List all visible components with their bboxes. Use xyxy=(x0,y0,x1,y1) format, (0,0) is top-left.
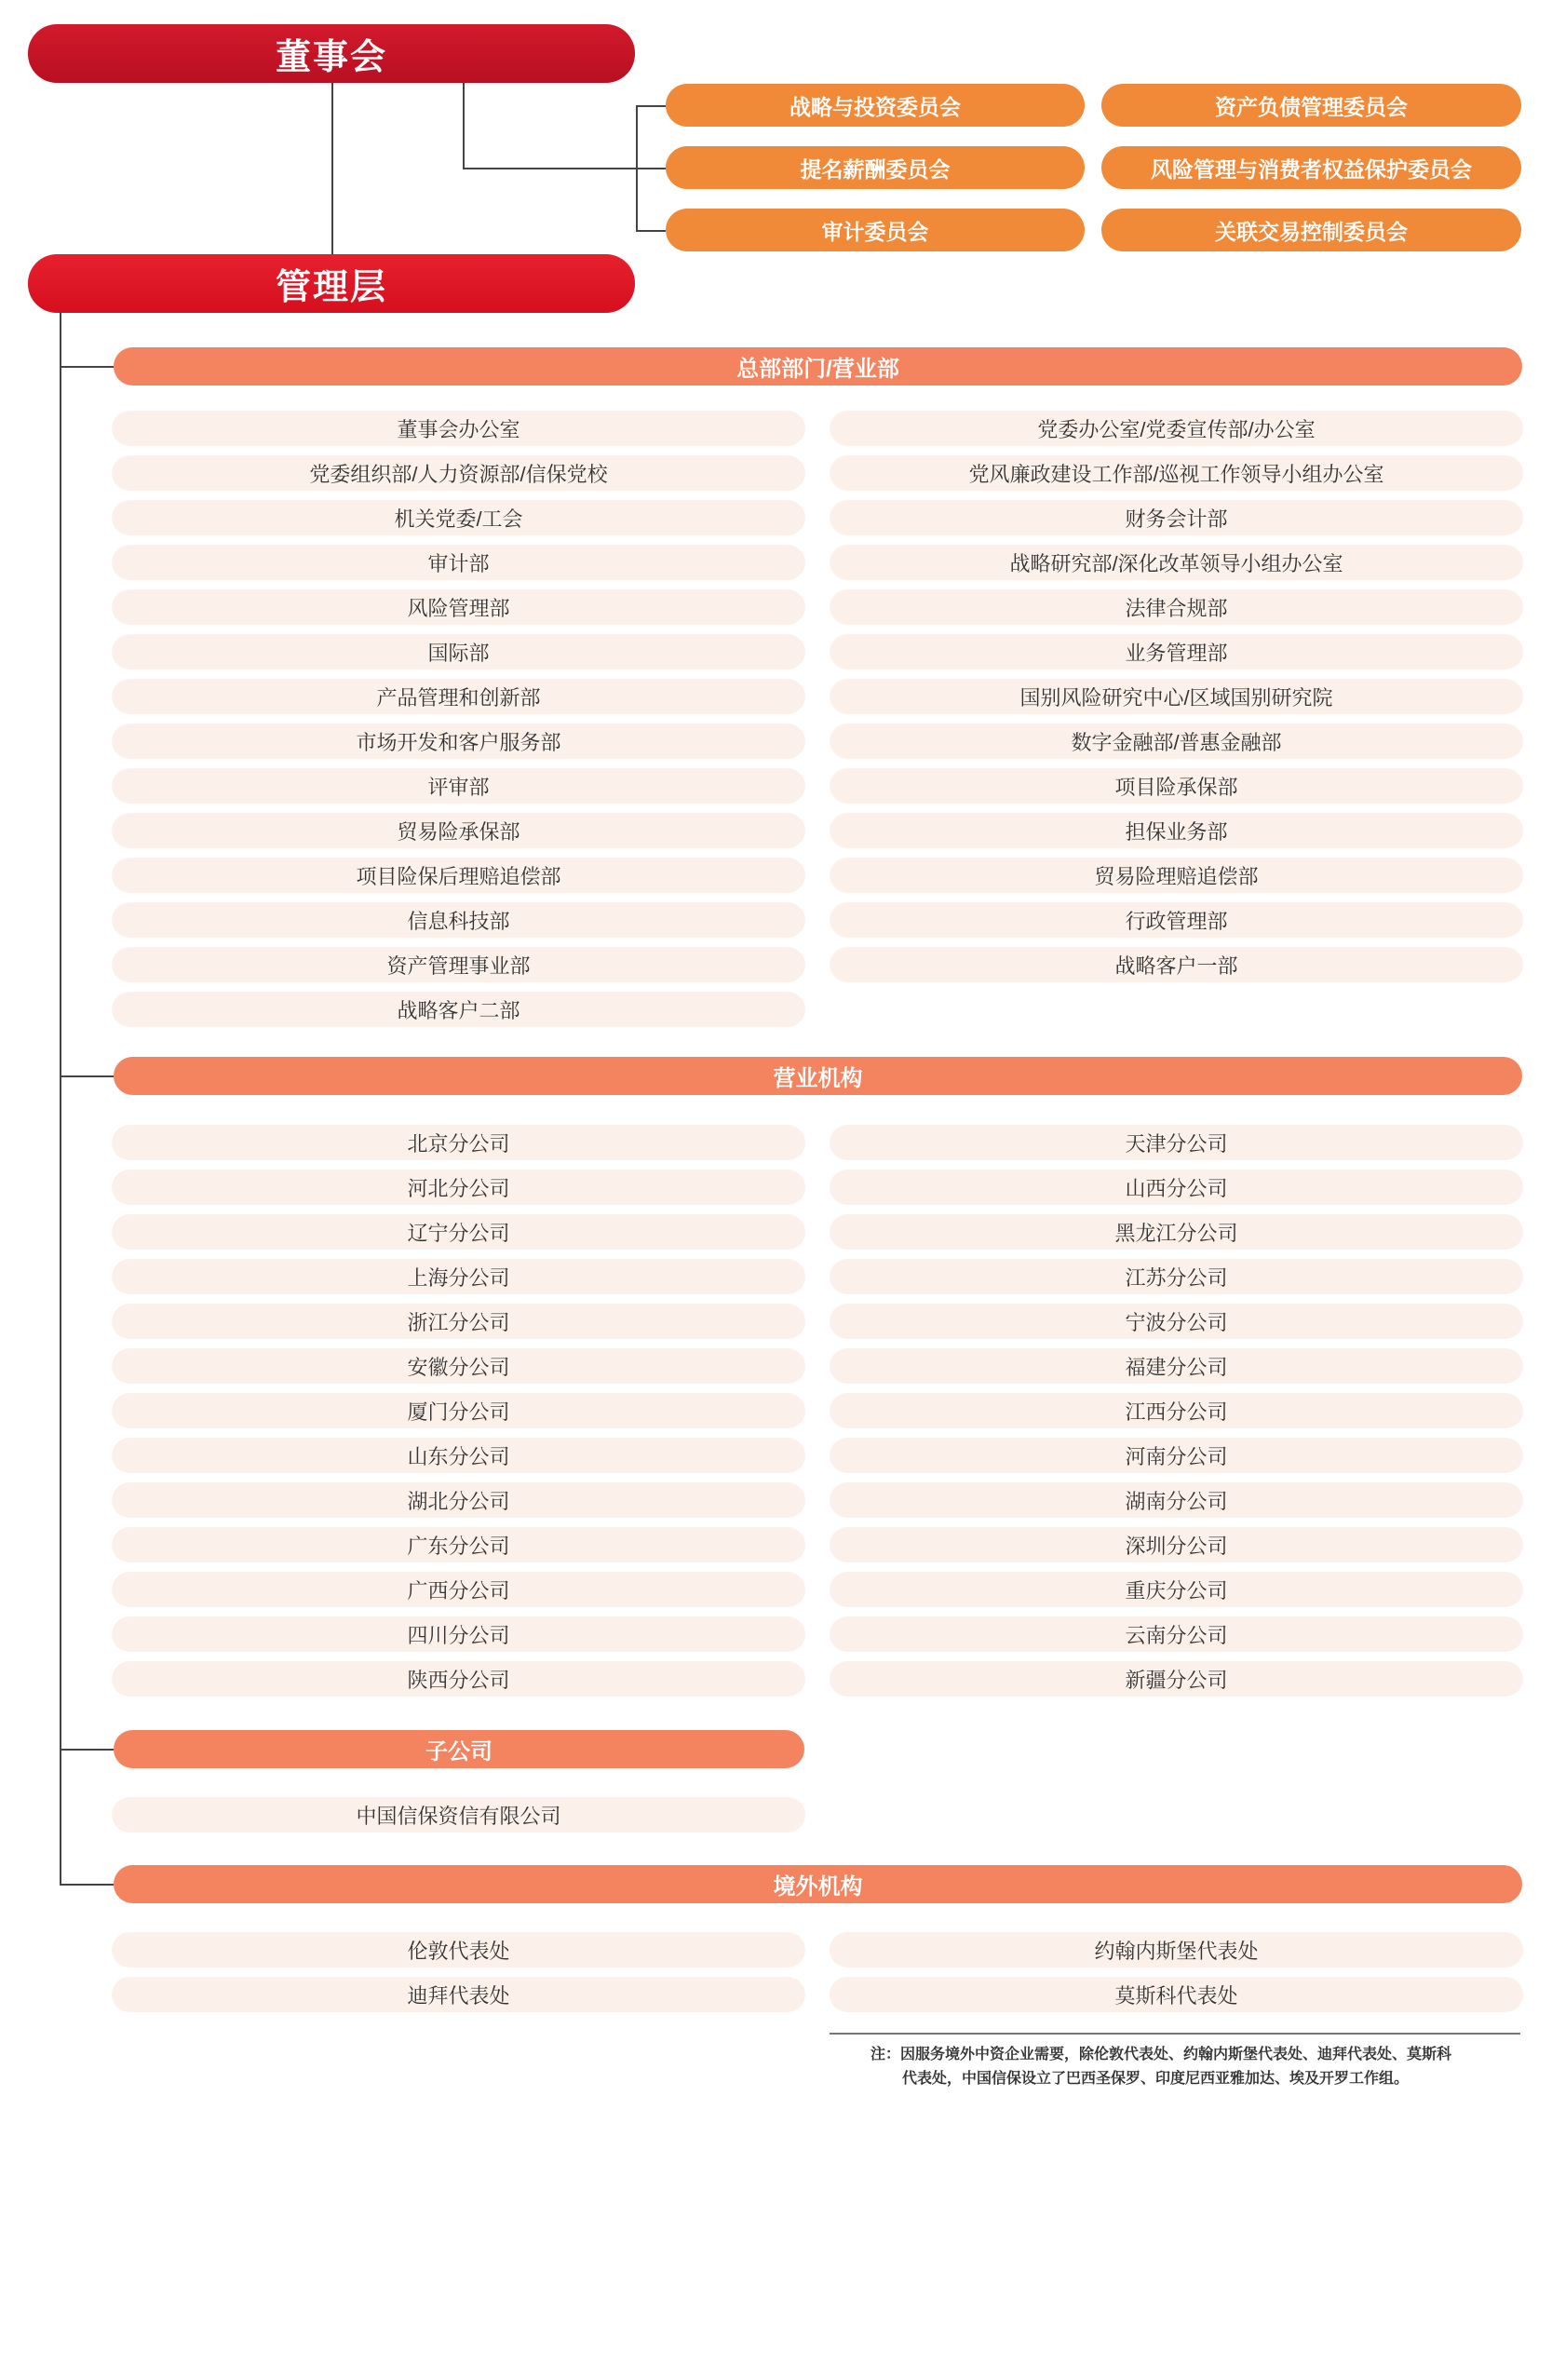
note-divider xyxy=(830,2033,1520,2035)
hq-department-item: 财务会计部 xyxy=(830,500,1523,535)
hq-department-item: 市场开发和客户服务部 xyxy=(112,723,805,759)
hq-department-item: 党风廉政建设工作部/巡视工作领导小组办公室 xyxy=(830,455,1523,491)
committee-nomination-compensation: 提名薪酬委员会 xyxy=(666,146,1085,189)
hq-department-item: 战略客户二部 xyxy=(112,992,805,1027)
hq-department-item: 风险管理部 xyxy=(112,589,805,625)
hq-department-item: 贸易险理赔追偿部 xyxy=(830,858,1523,893)
committee-asset-liability: 资产负债管理委员会 xyxy=(1101,84,1521,127)
hq-department-item: 法律合规部 xyxy=(830,589,1523,625)
branch-item: 上海分公司 xyxy=(112,1259,805,1294)
hq-department-item: 机关党委/工会 xyxy=(112,500,805,535)
section-header-hq: 总部部门/营业部 xyxy=(114,347,1522,385)
overseas-office-item: 伦敦代表处 xyxy=(112,1932,805,1968)
section-header-overseas: 境外机构 xyxy=(114,1865,1522,1903)
connector-to-committees xyxy=(463,168,636,169)
footnote xyxy=(870,2043,1522,2091)
branch-item: 黑龙江分公司 xyxy=(830,1214,1523,1250)
overseas-office-item: 迪拜代表处 xyxy=(112,1977,805,2012)
committee-audit: 审计委员会 xyxy=(666,209,1085,251)
branch-item: 河南分公司 xyxy=(830,1438,1523,1473)
branch-item: 辽宁分公司 xyxy=(112,1214,805,1250)
branch-item: 山西分公司 xyxy=(830,1170,1523,1205)
branch-item: 广东分公司 xyxy=(112,1527,805,1562)
connector-committee-row2 xyxy=(636,168,666,169)
branch-item: 深圳分公司 xyxy=(830,1527,1523,1562)
committee-related-transactions: 关联交易控制委员会 xyxy=(1101,209,1521,251)
hq-department-item: 产品管理和创新部 xyxy=(112,679,805,714)
branch-item: 云南分公司 xyxy=(830,1616,1523,1652)
hq-department-item: 战略客户一部 xyxy=(830,947,1523,982)
hq-department-item: 党委办公室/党委宣传部/办公室 xyxy=(830,411,1523,446)
branch-item: 山东分公司 xyxy=(112,1438,805,1473)
branch-item: 江西分公司 xyxy=(830,1393,1523,1428)
hq-department-item: 评审部 xyxy=(112,768,805,804)
branch-item: 天津分公司 xyxy=(830,1125,1523,1160)
hq-department-item: 国别风险研究中心/区域国别研究院 xyxy=(830,679,1523,714)
hq-department-item: 战略研究部/深化改革领导小组办公室 xyxy=(830,545,1523,580)
hq-department-item: 审计部 xyxy=(112,545,805,580)
committee-strategy-investment: 战略与投资委员会 xyxy=(666,84,1085,127)
hq-department-item: 贸易险承保部 xyxy=(112,813,805,848)
branch-item: 新疆分公司 xyxy=(830,1661,1523,1697)
branch-item: 四川分公司 xyxy=(112,1616,805,1652)
branch-item: 宁波分公司 xyxy=(830,1304,1523,1339)
branch-item: 河北分公司 xyxy=(112,1170,805,1205)
branch-item: 广西分公司 xyxy=(112,1572,805,1607)
connector-committee-row3 xyxy=(636,230,666,232)
hq-department-item: 党委组织部/人力资源部/信保党校 xyxy=(112,455,805,491)
board-node: 董事会 xyxy=(28,24,635,83)
connector-section-overseas xyxy=(60,1884,114,1886)
branch-item: 浙江分公司 xyxy=(112,1304,805,1339)
branch-item: 江苏分公司 xyxy=(830,1259,1523,1294)
branch-item: 湖南分公司 xyxy=(830,1482,1523,1518)
connector-section-branches xyxy=(60,1075,114,1077)
footnote-line-2: 代表处，中国信保设立了巴西圣保罗、印度尼西亚雅加达、埃及开罗工作组。 xyxy=(902,2071,1410,2087)
management-node: 管理层 xyxy=(28,254,635,313)
hq-department-item: 项目险保后理赔追偿部 xyxy=(112,858,805,893)
branch-item: 北京分公司 xyxy=(112,1125,805,1160)
hq-department-item: 资产管理事业部 xyxy=(112,947,805,982)
branch-item: 重庆分公司 xyxy=(830,1572,1523,1607)
hq-department-item: 项目险承保部 xyxy=(830,768,1523,804)
connector-board-management xyxy=(331,82,333,259)
connector-management-trunk xyxy=(60,312,61,1886)
hq-department-item: 行政管理部 xyxy=(830,902,1523,938)
branch-item: 湖北分公司 xyxy=(112,1482,805,1518)
hq-department-item: 信息科技部 xyxy=(112,902,805,938)
hq-department-item: 董事会办公室 xyxy=(112,411,805,446)
overseas-office-item: 莫斯科代表处 xyxy=(830,1977,1523,2012)
overseas-office-item: 约翰内斯堡代表处 xyxy=(830,1932,1523,1968)
connector-section-hq xyxy=(60,366,114,368)
subsidiary-item: 中国信保资信有限公司 xyxy=(112,1797,805,1832)
hq-department-item: 国际部 xyxy=(112,634,805,669)
section-header-branches: 营业机构 xyxy=(114,1057,1522,1095)
connector-committee-row1 xyxy=(636,105,666,107)
branch-item: 安徽分公司 xyxy=(112,1348,805,1384)
hq-department-item: 担保业务部 xyxy=(830,813,1523,848)
branch-item: 厦门分公司 xyxy=(112,1393,805,1428)
committee-risk-consumer: 风险管理与消费者权益保护委员会 xyxy=(1101,146,1521,189)
section-header-subsidiaries: 子公司 xyxy=(114,1730,804,1768)
footnote-line-1: 注：因服务境外中资企业需要，除伦敦代表处、约翰内斯堡代表处、迪拜代表处、莫斯科 xyxy=(870,2047,1452,2062)
hq-department-item: 业务管理部 xyxy=(830,634,1523,669)
branch-item: 陕西分公司 xyxy=(112,1661,805,1697)
hq-department-item: 数字金融部/普惠金融部 xyxy=(830,723,1523,759)
branch-item: 福建分公司 xyxy=(830,1348,1523,1384)
connector-section-subsidiaries xyxy=(60,1749,114,1751)
connector-board-down xyxy=(463,82,465,169)
